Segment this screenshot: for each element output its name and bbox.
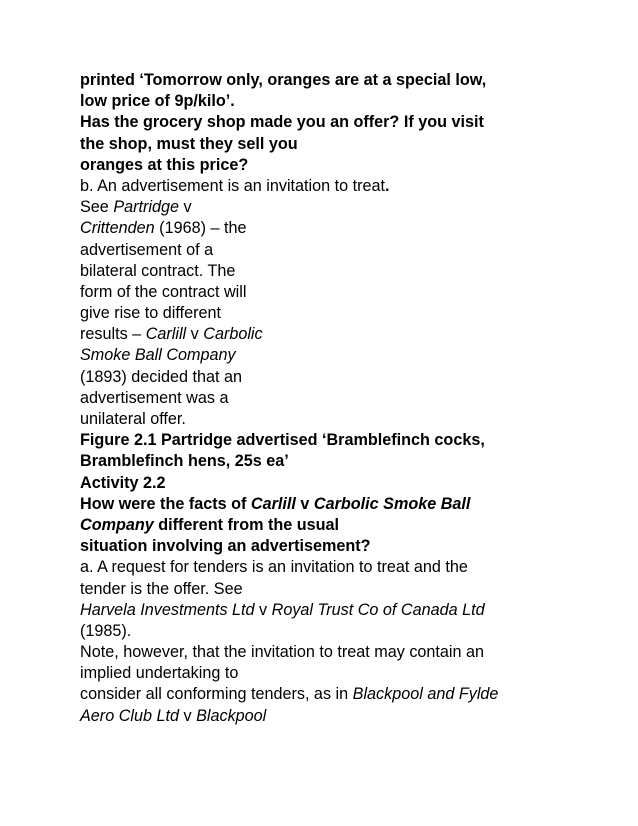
text-segment: Activity 2.2 — [80, 473, 166, 492]
text-line — [80, 261, 600, 282]
text-segment: Bramblefinch hens, 25s ea’ — [80, 452, 289, 471]
case-name-text: Blackpool — [196, 706, 267, 725]
text-line — [80, 663, 600, 684]
case-name-text: Blackpool and Fylde — [352, 685, 499, 704]
text-segment: situation involving an advertisement? — [80, 537, 371, 556]
text-segment: give rise to different — [80, 304, 221, 323]
text-line — [80, 536, 600, 557]
text-line — [80, 451, 600, 472]
text-line — [80, 240, 600, 261]
text-segment: advertisement was a — [80, 388, 229, 407]
text-line — [80, 367, 600, 388]
text-line — [80, 621, 600, 642]
text-line — [80, 409, 600, 430]
text-line — [80, 473, 600, 494]
text-segment: low price of 9p/kilo’. — [80, 92, 235, 111]
text-segment: results – — [80, 325, 146, 344]
text-line — [80, 155, 600, 176]
text-segment: v — [179, 198, 192, 217]
text-line — [80, 70, 600, 91]
case-name-text: Partridge — [113, 198, 179, 217]
text-segment: v — [178, 706, 197, 725]
text-segment: tender is the offer. See — [80, 579, 243, 598]
text-line — [80, 345, 600, 366]
text-segment: See — [80, 198, 114, 217]
text-line — [80, 515, 600, 536]
text-line — [80, 324, 600, 345]
case-name-text: Carbolic Smoke Ball — [313, 494, 471, 513]
text-segment: Has the grocery shop made you an offer? If you visit — [80, 113, 484, 132]
text-segment: b. An advertisement is an invitation to treat — [80, 176, 386, 195]
text-segment: bilateral contract. The — [80, 261, 236, 280]
text-segment: advertisement of a — [80, 240, 214, 259]
text-line — [80, 557, 600, 578]
text-segment: unilateral offer. — [80, 410, 186, 428]
text-segment: v — [254, 600, 272, 619]
text-line — [80, 430, 600, 451]
text-segment: different from the usual — [153, 515, 340, 534]
text-line — [80, 494, 600, 515]
text-segment: . — [385, 176, 390, 195]
document-page — [80, 70, 600, 727]
text-line — [80, 218, 600, 239]
text-line — [80, 600, 600, 621]
text-line — [80, 282, 600, 303]
text-line — [80, 303, 600, 324]
text-segment: oranges at this price? — [80, 155, 249, 174]
text-line — [80, 197, 600, 218]
case-name-text: Carbolic — [203, 325, 263, 344]
text-segment: implied undertaking to — [80, 664, 239, 683]
case-name-text: Smoke Ball Company — [80, 346, 236, 365]
text-line — [80, 134, 600, 155]
text-segment: consider all conforming tenders, as in — [80, 685, 353, 704]
text-segment: (1893) decided that an — [80, 367, 242, 386]
text-segment: form of the contract will — [80, 282, 247, 301]
text-line — [80, 579, 600, 600]
text-segment: (1985). — [80, 621, 132, 640]
text-segment: the shop, must they sell you — [80, 134, 298, 153]
case-name-text: Harvela Investments Ltd — [80, 600, 255, 619]
text-segment: printed ‘Tomorrow only, oranges are at a special low, — [80, 71, 487, 89]
text-line — [80, 706, 600, 727]
case-name-text: Carlill — [145, 325, 187, 344]
text-line — [80, 388, 600, 409]
text-line — [80, 684, 600, 705]
text-line — [80, 112, 600, 133]
text-line — [80, 176, 600, 197]
text-segment: v — [295, 494, 314, 513]
case-name-text: Company — [80, 515, 154, 534]
case-name-text: Crittenden — [80, 219, 155, 238]
text-segment: Figure 2.1 Partridge advertised ‘Bramblefinch cocks, — [80, 431, 485, 450]
text-line — [80, 642, 600, 663]
case-name-text: Royal Trust Co of Canada Ltd — [271, 600, 485, 619]
case-name-text: Carlill — [250, 494, 296, 513]
text-segment: Note, however, that the invitation to treat may contain an — [80, 643, 485, 662]
case-name-text: Aero Club Ltd — [80, 706, 179, 725]
text-segment: (1968) – the — [154, 219, 247, 238]
text-segment: v — [186, 325, 204, 344]
text-line — [80, 91, 600, 112]
text-segment: a. A request for tenders is an invitation to treat and the — [80, 558, 468, 577]
text-segment: How were the facts of — [80, 494, 251, 513]
